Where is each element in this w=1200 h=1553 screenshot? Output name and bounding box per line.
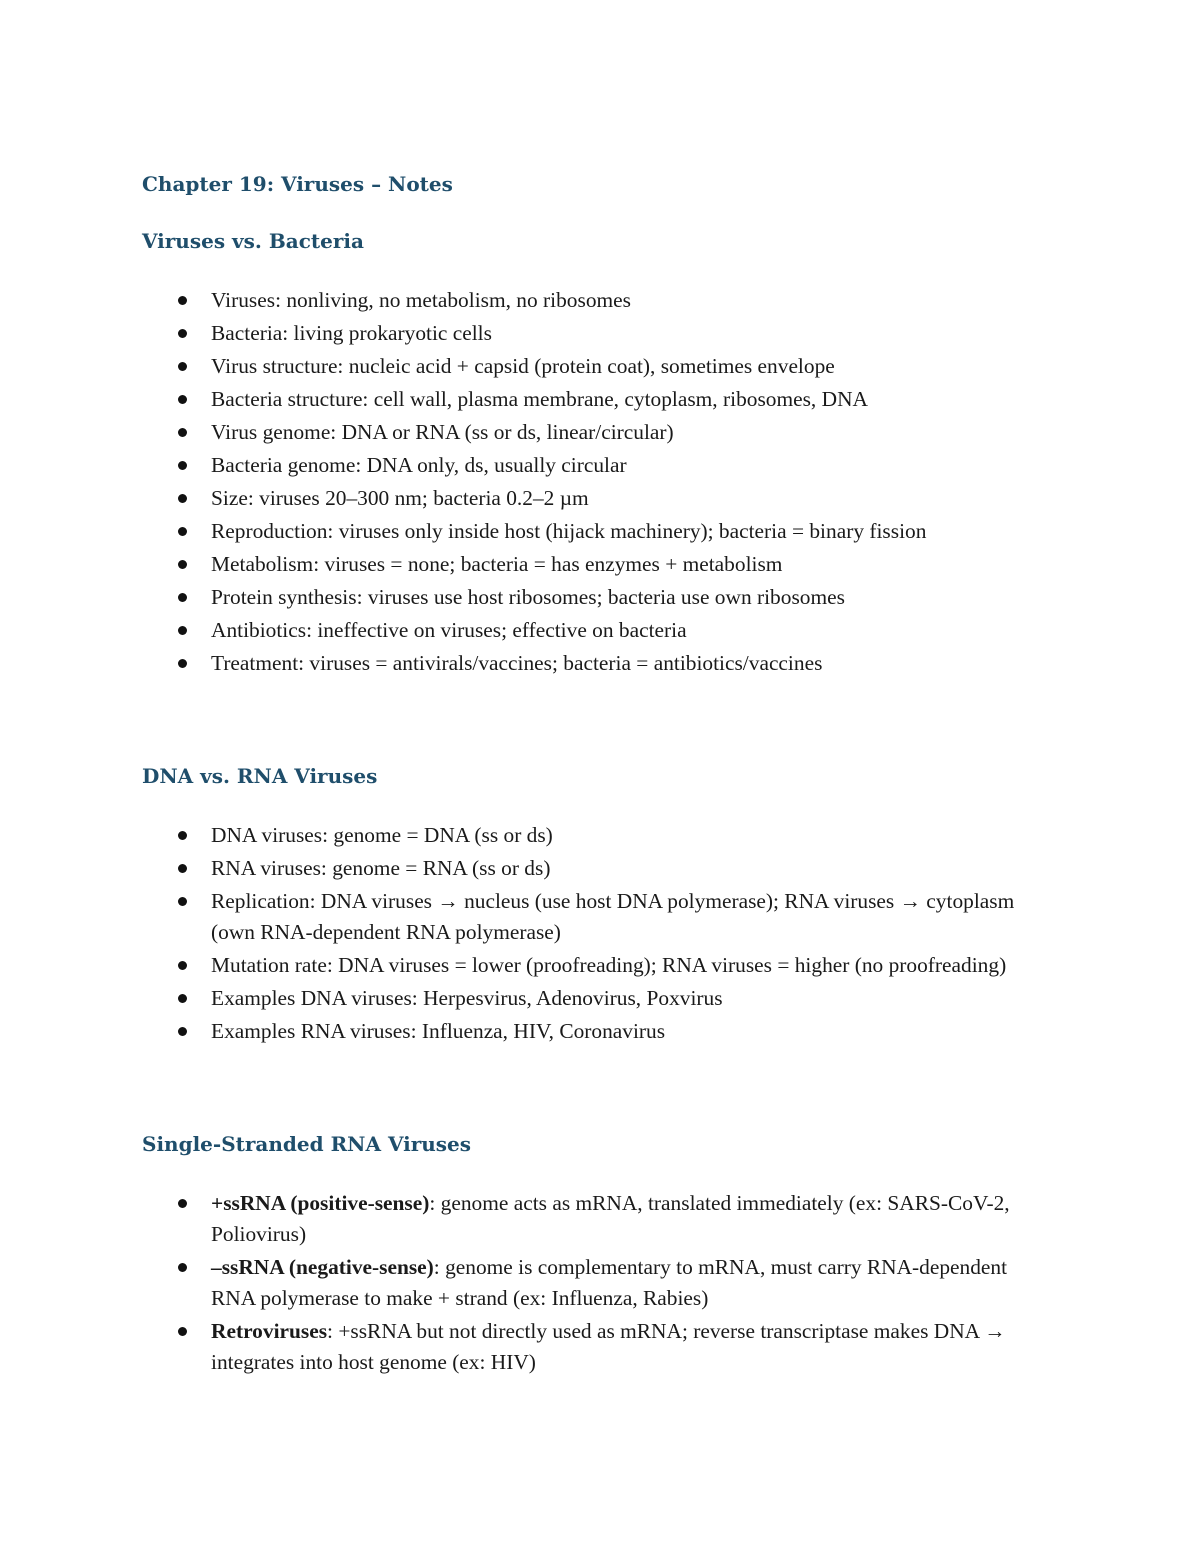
list-item-text: Virus genome: DNA or RNA (ss or ds, linear/circular)	[211, 420, 674, 444]
list-item-text: Replication: DNA viruses → nucleus (use host DNA polymerase); RNA viruses → cytoplasm (own RNA-dependent RNA polymerase)	[211, 889, 1015, 944]
bullet-list-viruses-vs-bacteria	[142, 285, 1042, 679]
bullet-icon	[178, 329, 187, 338]
list-item-text: : +ssRNA but not directly used as mRNA; reverse transcriptase makes DNA → integrates into host genome (ex: HIV)	[211, 1319, 1006, 1374]
section-spacer	[142, 681, 1042, 760]
bullet-icon	[178, 897, 187, 906]
bullet-icon	[178, 994, 187, 1003]
list-item	[142, 549, 1042, 580]
list-item-text: Virus structure: nucleic acid + capsid (protein coat), sometimes envelope	[211, 354, 835, 378]
list-item-text: Size: viruses 20–300 nm; bacteria 0.2–2 µm	[211, 486, 589, 510]
list-item-text: Protein synthesis: viruses use host ribosomes; bacteria use own ribosomes	[211, 585, 845, 609]
list-item	[142, 1016, 1042, 1047]
list-item	[142, 417, 1042, 448]
bullet-icon	[178, 362, 187, 371]
list-item	[142, 648, 1042, 679]
list-item	[142, 351, 1042, 382]
list-item-text: Bacteria genome: DNA only, ds, usually circular	[211, 453, 627, 477]
list-item	[142, 450, 1042, 481]
bullet-icon	[178, 395, 187, 404]
list-item-text: Examples RNA viruses: Influenza, HIV, Coronavirus	[211, 1019, 666, 1043]
bullet-icon	[178, 428, 187, 437]
list-item-text: DNA viruses: genome = DNA (ss or ds)	[211, 823, 553, 847]
list-item	[142, 615, 1042, 646]
list-item	[142, 582, 1042, 613]
list-item	[142, 318, 1042, 349]
bullet-icon	[178, 593, 187, 602]
list-item	[142, 820, 1042, 851]
bullet-icon	[178, 1199, 187, 1208]
list-item	[142, 483, 1042, 514]
bullet-icon	[178, 560, 187, 569]
bullet-icon	[178, 626, 187, 635]
list-item-text: Viruses: nonliving, no metabolism, no ribosomes	[211, 288, 631, 312]
bullet-icon	[178, 961, 187, 970]
list-item-term: +ssRNA (positive-sense)	[211, 1191, 430, 1215]
list-item	[142, 1252, 1042, 1314]
list-item-text: Examples DNA viruses: Herpesvirus, Adenovirus, Poxvirus	[211, 986, 723, 1010]
bullet-icon	[178, 831, 187, 840]
list-item	[142, 384, 1042, 415]
list-item-text: RNA viruses: genome = RNA (ss or ds)	[211, 856, 551, 880]
list-item-text: Reproduction: viruses only inside host (hijack machinery); bacteria = binary fission	[211, 519, 927, 543]
section-spacer	[142, 1049, 1042, 1128]
bullet-icon	[178, 1027, 187, 1036]
section-heading-dna-vs-rna: DNA vs. RNA Viruses	[142, 764, 378, 788]
bullet-icon	[178, 1327, 187, 1336]
list-item-text: Mutation rate: DNA viruses = lower (proofreading); RNA viruses = higher (no proofreading)	[211, 953, 1007, 977]
list-item	[142, 1316, 1042, 1378]
list-item-text: Treatment: viruses = antivirals/vaccines; bacteria = antibiotics/vaccines	[211, 651, 823, 675]
list-item-text: Antibiotics: ineffective on viruses; effective on bacteria	[211, 618, 687, 642]
bullet-icon	[178, 1263, 187, 1272]
section-heading-viruses-vs-bacteria: Viruses vs. Bacteria	[142, 229, 364, 253]
list-item	[142, 853, 1042, 884]
document-title: Chapter 19: Viruses – Notes	[142, 172, 453, 196]
list-item	[142, 950, 1042, 981]
bullet-icon	[178, 461, 187, 470]
list-item	[142, 983, 1042, 1014]
document-content	[142, 168, 1042, 1380]
bullet-list-ssrna-viruses	[142, 1188, 1042, 1378]
bullet-icon	[178, 864, 187, 873]
list-item-text: Metabolism: viruses = none; bacteria = has enzymes + metabolism	[211, 552, 783, 576]
list-item-term: –ssRNA (negative-sense)	[211, 1255, 434, 1279]
bullet-icon	[178, 494, 187, 503]
list-item-text: Bacteria structure: cell wall, plasma membrane, cytoplasm, ribosomes, DNA	[211, 387, 868, 411]
list-item-term: Retroviruses	[211, 1319, 328, 1343]
list-item-text: : genome is complementary to mRNA, must carry RNA-dependent RNA polymerase to make + strand (ex: Influenza, Rabies)	[211, 1255, 1008, 1310]
list-item	[142, 1188, 1042, 1250]
section-heading-ssrna-viruses: Single-Stranded RNA Viruses	[142, 1132, 472, 1156]
list-item-text: Bacteria: living prokaryotic cells	[211, 321, 492, 345]
list-item	[142, 285, 1042, 316]
bullet-icon	[178, 659, 187, 668]
bullet-icon	[178, 527, 187, 536]
list-item-text: : genome acts as mRNA, translated immediately (ex: SARS-CoV-2, Poliovirus)	[211, 1191, 1010, 1246]
bullet-icon	[178, 296, 187, 305]
list-item	[142, 886, 1042, 948]
bullet-list-dna-vs-rna	[142, 820, 1042, 1047]
list-item	[142, 516, 1042, 547]
